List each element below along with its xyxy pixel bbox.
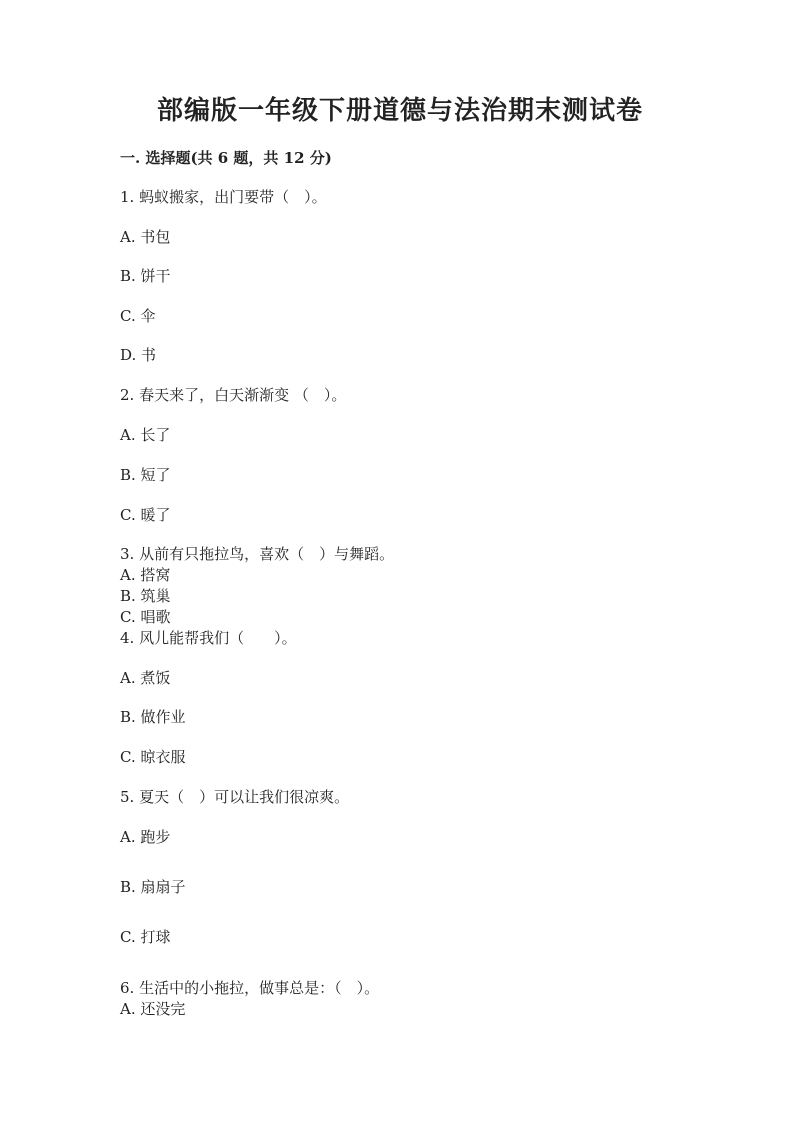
question-stem: 5. 夏天（ ）可以让我们很凉爽。: [120, 788, 350, 806]
question-option: A. 煮饭: [120, 669, 171, 687]
question-option: C. 打球: [120, 928, 171, 946]
question-option: C. 晾衣服: [120, 748, 186, 766]
question-option: B. 做作业: [120, 708, 186, 726]
page-title: 部编版一年级下册道德与法治期末测试卷: [156, 96, 643, 126]
question-option: A. 书包: [120, 228, 171, 246]
section-heading: 一. 选择题(共 6 题，共 12 分): [120, 149, 332, 167]
question-stem: 4. 风儿能帮我们（ ）。: [120, 629, 297, 647]
question-stem: 3. 从前有只拖拉鸟，喜欢（ ）与舞蹈。: [120, 545, 395, 563]
question-stem: 2. 春天来了，白天渐渐变 （ ）。: [120, 386, 347, 404]
question-option: A. 长了: [120, 426, 171, 444]
question-option: C. 唱歌: [120, 608, 171, 626]
question-option: A. 还没完: [120, 1000, 186, 1018]
question-option: A. 搭窝: [120, 566, 171, 584]
question-option: B. 扇扇子: [120, 878, 186, 896]
question-option: C. 伞: [120, 307, 156, 325]
question-option: B. 短了: [120, 466, 171, 484]
question-option: D. 书: [120, 346, 157, 364]
question-option: A. 跑步: [120, 828, 171, 846]
question-option: B. 饼干: [120, 267, 171, 285]
question-stem: 6. 生活中的小拖拉，做事总是：（ ）。: [120, 979, 380, 997]
question-option: C. 暖了: [120, 506, 171, 524]
question-option: B. 筑巢: [120, 587, 171, 605]
question-stem: 1. 蚂蚁搬家，出门要带（ ）。: [120, 188, 327, 206]
